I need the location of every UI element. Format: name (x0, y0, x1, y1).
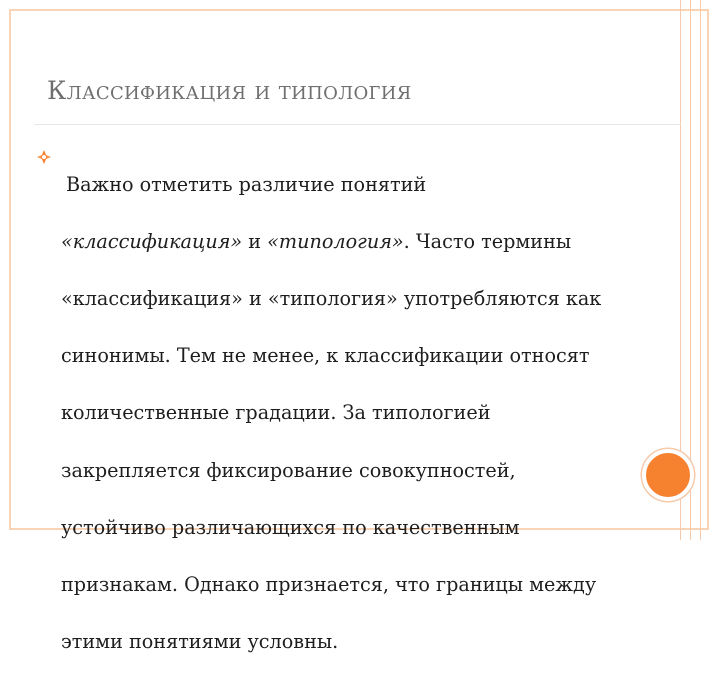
paragraph-line: этими понятиями условны. (61, 630, 339, 654)
decorative-rule (690, 0, 691, 540)
paragraph-line: Важно отметить различие понятий (66, 172, 427, 196)
paragraph-line: устойчиво различающихся по качественным (61, 515, 520, 539)
decorative-rule (700, 0, 701, 540)
paragraph-line: закрепляется фиксирование совокупностей, (61, 458, 516, 482)
slide-title: Классификация и типология (47, 76, 412, 105)
bullet-diamond-icon (36, 149, 52, 165)
paragraph-line: «классификация» и «типология». Часто термины (61, 229, 572, 253)
title-divider (34, 124, 681, 125)
body-paragraph (61, 142, 683, 685)
paragraph-line: «классификация» и «типология» употребляются как (61, 286, 602, 310)
decorative-circle (642, 449, 694, 501)
paragraph-line: синонимы. Тем не менее, к классификации относят (61, 344, 590, 368)
paragraph-line: признакам. Однако признается, что границы между (61, 572, 597, 596)
paragraph-line: количественные градации. За типологией (61, 401, 491, 425)
